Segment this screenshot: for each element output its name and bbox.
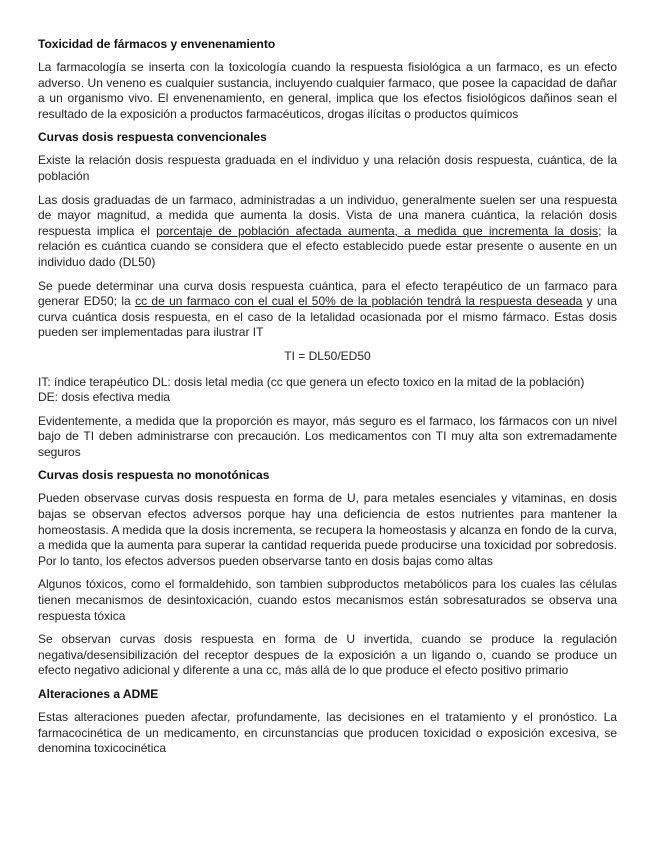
paragraph-evidentemente: Evidentemente, a medida que la proporción es mayor, más seguro es el farmaco, los fármacos con un nivel bajo de TI deben administrarse con precaución. Los medicamentos con TI muy alta son extremadamente seguros bbox=[38, 413, 617, 459]
paragraph-toxicos: Algunos tóxicos, como el formaldehido, son tambien subproductos metabólicos para los cuales las células tienen mecanismos de desintoxicación, cuando estos mecanismos están sobresaturados se observa una respuesta tóxica bbox=[38, 577, 617, 623]
paragraph-relacion: Existe la relación dosis respuesta graduada en el individuo y una relación dosis respuesta, cuántica, de la población bbox=[38, 153, 617, 183]
section-title-adme: Alteraciones a ADME bbox=[38, 687, 159, 701]
paragraph-adme: Estas alteraciones pueden afectar, profundamente, las decisiones en el tratamiento y el pronóstico. La farmacocinética de un medicamento, en circunstancias que producen toxicidad o exposición excesiva, se denomina toxicocinética bbox=[38, 710, 617, 756]
formula: TI = DL50/ED50 bbox=[284, 348, 371, 363]
paragraph-legend: IT: índice terapéutico DL: dosis letal media (cc que genera un efecto toxico en la mitad de la población) DE: dosis efectiva media bbox=[38, 374, 585, 405]
paragraph-dosis-graduadas: Las dosis graduadas de un farmaco, administradas a un individuo, generalmente suelen ser una respuesta de mayor magnitud, a medida que aumenta la dosis. Vista de una manera cuántica, la relación dosis respuesta implica el porcentaje de población afectada aumenta, a medida que incrementa la dosis; la relación es cuántica cuando se considera que el efecto establecido puede estar presente o ausente en un individuo dado (DL50) bbox=[38, 192, 617, 269]
section-title-no-monotonicas: Curvas dosis respuesta no monotónicas bbox=[38, 468, 270, 483]
underlined-phrase: cc de un farmaco con el cual el 50% de la población tendrá la respuesta deseada bbox=[135, 294, 583, 309]
paragraph-u-invertida: Se observan curvas dosis respuesta en forma de U invertida, cuando se produce la regulación negativa/desensibilización del receptor despues de la exposición a un ligando o, cuando se produce un efecto negativo adicional y diferente a una cc, más allá de lo que produce el efecto positivo primario bbox=[38, 632, 617, 678]
paragraph-curva-cuantica: Se puede determinar una curva dosis respuesta cuántica, para el efecto terapéutico de un farmaco para generar ED50; la cc de un farmaco con el cual el 50% de la población tendrá la respuesta deseada y una curva cuántica dosis respuesta, en el caso de la letalidad ocasionada por el mismo fármaco. Estas dosis pueden ser implementadas para ilustrar IT bbox=[38, 278, 617, 340]
underlined-phrase: porcentaje de población afectada aumenta, a medida que incrementa la dosis bbox=[156, 223, 599, 238]
section-title-toxicidad: Toxicidad de fármacos y envenenamiento bbox=[38, 37, 276, 51]
paragraph-toxicidad: La farmacología se inserta con la toxicología cuando la respuesta fisiológica a un farmaco, es un efecto adverso. Un veneno es cualquier sustancia, incluyendo cualquier farmaco, que posee la capacidad de dañar a un organismo vivo. El envenenamiento, en general, implica que los efectos fisiológicos dañinos sean el resultado de la exposición a productos farmacéuticos, drogas ilícitas o productos químicos bbox=[38, 60, 617, 121]
paragraph-forma-u: Pueden observase curvas dosis respuesta en forma de U, para metales esenciales y vitaminas, en dosis bajas se observan efectos adversos porque hay una deficiencia de estos nutrientes para mantener la homeostasis. A medida que la dosis incrementa, se recupera la homeostasis y alcanza en fondo de la curva, a medida que la aumenta para superar la cantidad requerida puede producirse una toxicidad por sobredosis. Por lo tanto, los efectos adversos pueden observarse tanto en dosis bajas como altas bbox=[38, 491, 617, 568]
section-title-convencionales: Curvas dosis respuesta convencionales bbox=[38, 130, 267, 145]
